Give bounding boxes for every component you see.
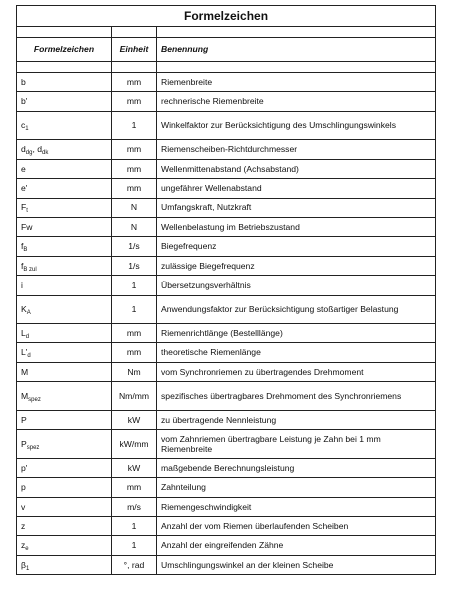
symbol-text: Fw [21,221,33,232]
name-cell: rechnerische Riemenbreite [157,92,436,111]
symbol-cell [17,324,112,343]
name-cell: Zahnteilung [157,478,436,497]
symbol-text: f [21,260,24,271]
symbol-cell [17,536,112,555]
name-cell: zu übertragende Nennleistung [157,410,436,429]
table-row [17,217,436,236]
symbol-subscript: t [26,208,28,215]
table-row [17,517,436,536]
symbol-text: L [21,328,26,339]
name-cell: Wellenmittenabstand (Achsabstand) [157,159,436,178]
symbol-cell [17,430,112,459]
symbol-cell [17,410,112,429]
symbol-subscript-2: dk [42,150,49,157]
symbol-text: M [21,390,29,401]
unit-cell: 1/s [112,256,157,275]
symbol-text: K [21,304,27,315]
header-unit: Einheit [112,38,157,62]
header-symbol: Formelzeichen [17,38,112,62]
table-row [17,555,436,574]
name-cell: Biegefrequenz [157,237,436,256]
table-row [17,362,436,381]
formula-symbols-table [16,5,436,575]
name-cell: ungefährer Wellenabstand [157,179,436,198]
table-row [17,237,436,256]
table-row [17,536,436,555]
symbol-subscript: e [25,546,29,553]
header-row [17,38,436,62]
unit-cell: 1 [112,295,157,324]
symbol-subscript: B [23,247,28,254]
symbol-cell [17,111,112,140]
symbol-subscript: A [26,310,31,317]
unit-cell: N [112,198,157,217]
symbol-text: p' [21,462,28,473]
spacer-row [17,62,436,73]
symbol-text: c [21,120,26,131]
unit-cell: Nm [112,362,157,381]
name-cell: theoretische Riemenlänge [157,343,436,362]
symbol-text: F [21,202,27,213]
name-cell: vom Synchronriemen zu übertragendes Drehmoment [157,362,436,381]
unit-cell: m/s [112,497,157,516]
unit-cell: N [112,217,157,236]
symbol-text: P [21,438,27,449]
table-row [17,343,436,362]
unit-cell: kW [112,458,157,477]
name-cell: Anzahl der eingreifenden Zähne [157,536,436,555]
spacer-row [17,27,436,38]
table-row [17,295,436,324]
symbol-text: β [21,559,26,570]
symbol-cell [17,555,112,574]
symbol-cell [17,198,112,217]
symbol-cell [17,458,112,477]
table-row [17,92,436,111]
symbol-cell [17,276,112,295]
name-cell: Anzahl der vom Riemen überlaufenden Scheiben [157,517,436,536]
symbol-cell [17,497,112,516]
unit-cell: 1 [112,276,157,295]
symbol-subscript: 1 [25,126,29,133]
symbol-cell [17,343,112,362]
symbol-cell [17,73,112,92]
symbol-cell [17,237,112,256]
symbol-cell [17,140,112,159]
name-cell: zulässige Biegefrequenz [157,256,436,275]
symbol-cell [17,362,112,381]
name-cell: Riemengeschwindigkeit [157,497,436,516]
unit-cell: mm [112,343,157,362]
symbol-text: b' [21,96,28,107]
symbol-text: M [21,366,29,377]
symbol-text: e [21,163,26,174]
table-row [17,73,436,92]
symbol-subscript: 1 [25,565,30,572]
table-row [17,458,436,477]
unit-cell: mm [112,324,157,343]
symbol-text: z [21,540,26,551]
symbol-cell [17,478,112,497]
name-cell: Wellenbelastung im Betriebszustand [157,217,436,236]
symbol-subscript: dg [25,150,33,157]
header-name: Benennung [157,38,436,62]
symbol-text: L' [21,347,28,358]
table-row [17,179,436,198]
symbol-cell [17,256,112,275]
symbol-text: v [21,501,26,512]
table-title: Formelzeichen [17,6,436,27]
table-row [17,382,436,411]
unit-cell: 1 [112,536,157,555]
symbol-subscript: d [25,334,30,341]
name-cell: Umschlingungswinkel an der kleinen Scheibe [157,555,436,574]
symbol-text: d [21,144,26,155]
name-cell: vom Zahnriemen übertragbare Leistung je Zahn bei 1 mm Riemenbreite [157,430,436,459]
symbol-text: z [21,520,26,531]
name-cell: spezifisches übertragbares Drehmoment des Synchronriemens [157,382,436,411]
name-cell: Riemenscheiben-Richtdurchmesser [157,140,436,159]
unit-cell: mm [112,73,157,92]
unit-cell: 1/s [112,237,157,256]
name-cell: Riemenbreite [157,73,436,92]
unit-cell: mm [112,92,157,111]
name-cell: maßgebende Berechnungsleistung [157,458,436,477]
symbol-text: p [21,482,26,493]
name-cell: Anwendungsfaktor zur Berücksichtigung stoßartiger Belastung [157,295,436,324]
name-cell: Umfangskraft, Nutzkraft [157,198,436,217]
symbol-subscript: d [27,353,31,360]
table-row [17,410,436,429]
table-row [17,478,436,497]
table-row [17,140,436,159]
symbol-cell [17,159,112,178]
unit-cell: mm [112,159,157,178]
symbol-cell [17,295,112,324]
symbol-text-2: , d [32,144,43,155]
symbol-text: b [21,76,26,87]
unit-cell: Nm/mm [112,382,157,411]
symbol-cell [17,382,112,411]
unit-cell: mm [112,179,157,198]
name-cell: Übersetzungsverhältnis [157,276,436,295]
table-row [17,497,436,516]
symbol-cell [17,217,112,236]
symbol-subscript: spez [26,444,40,451]
table-row [17,198,436,217]
table-row [17,111,436,140]
symbol-text: f [21,241,24,252]
unit-cell: 1 [112,111,157,140]
symbol-subscript: spez [28,396,41,403]
symbol-text: e' [21,183,28,194]
symbol-subscript: B zul [23,266,37,273]
table-row [17,256,436,275]
table-row [17,324,436,343]
symbol-text: i [21,280,23,291]
table-row [17,159,436,178]
symbol-cell [17,92,112,111]
unit-cell: °, rad [112,555,157,574]
unit-cell: kW/mm [112,430,157,459]
unit-cell: kW [112,410,157,429]
title-row [17,6,436,27]
symbol-cell [17,179,112,198]
symbol-cell [17,517,112,536]
unit-cell: mm [112,140,157,159]
table-row [17,430,436,459]
name-cell: Riemenrichtlänge (Bestelllänge) [157,324,436,343]
table-row [17,276,436,295]
name-cell: Winkelfaktor zur Berücksichtigung des Umschlingungswinkels [157,111,436,140]
unit-cell: mm [112,478,157,497]
unit-cell: 1 [112,517,157,536]
symbol-text: P [21,414,27,425]
